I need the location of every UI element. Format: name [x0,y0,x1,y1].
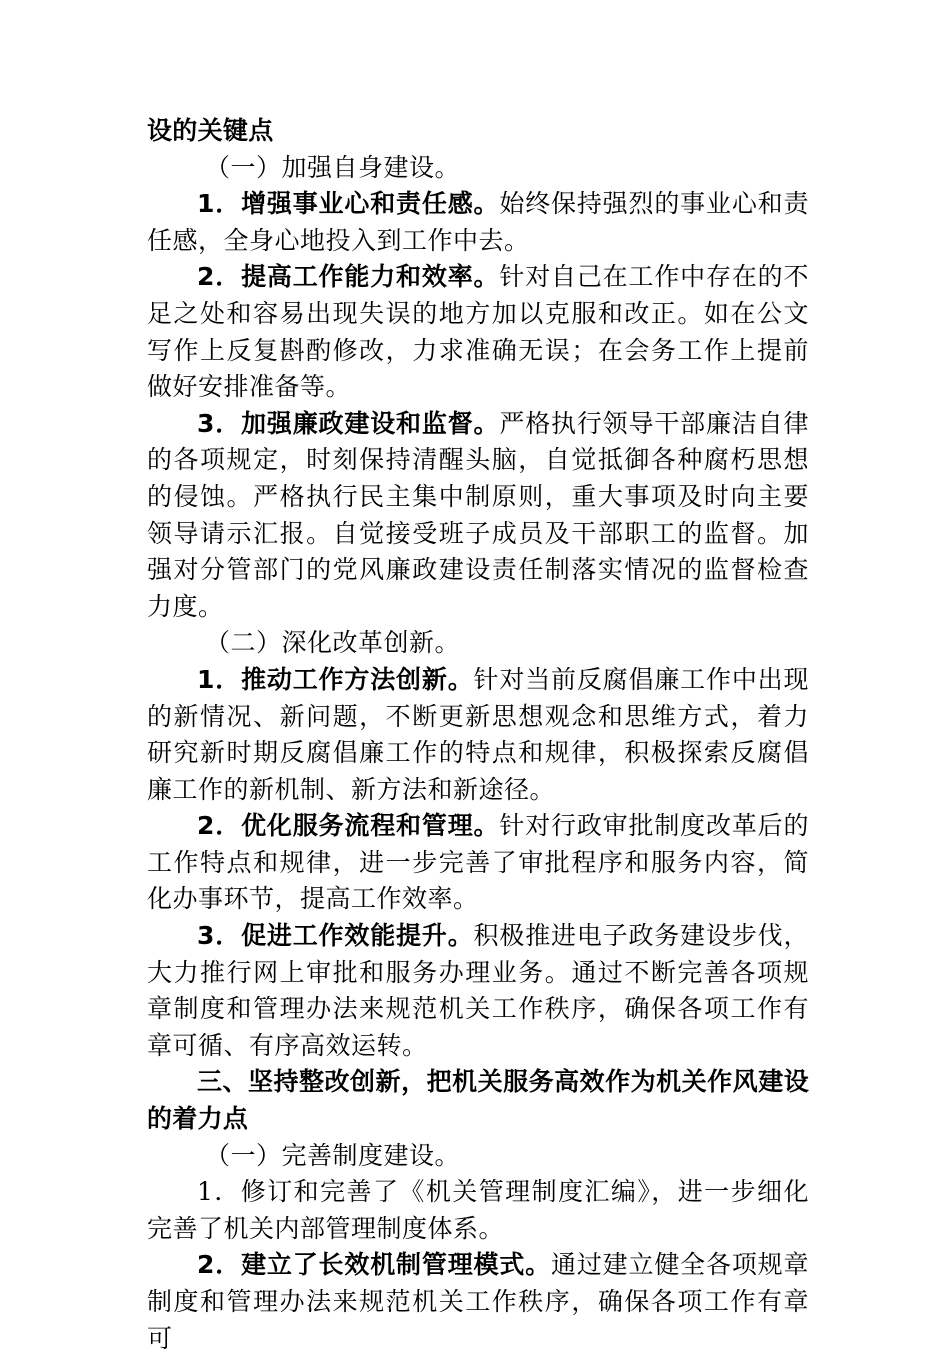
section-heading: 设的关键点 [147,116,274,145]
item-body: 针对行政审批制度改革后的工作特点和规律，进一步完善了审批程序和服务内容，简化办事环节，提高工作效率。 [147,811,809,914]
item-lead: 建立了长效机制管理模式。 [241,1250,552,1280]
item-lead: 促进工作效能提升。 [241,921,474,951]
section-heading: 三、坚持整改创新，把机关服务高效作为机关作风建设的着力点 [147,1067,809,1134]
list-item [147,259,809,405]
subsection-heading: （一）完善制度建设。 [205,1140,461,1170]
document-body [147,113,809,1357]
item-number: 2． [197,1250,242,1280]
item-lead: 加强廉政建设和监督。 [241,408,500,438]
item-number: 3． [197,408,242,438]
list-item [147,808,809,918]
item-body: 修订和完善了《机关管理制度汇编》，进一步细化完善了机关内部管理制度体系。 [147,1177,810,1243]
item-lead: 推动工作方法创新。 [241,664,474,694]
item-body: 针对当前反腐倡廉工作中出现的新情况、新问题，不断更新思想观念和思维方式，着力研究新时期反腐倡廉工作的特点和规律，积极探索反腐倡廉工作的新机制、新方法和新途径。 [147,664,809,804]
item-number: 2． [197,262,242,292]
item-body: 严格执行领导干部廉洁自律的各项规定，时刻保持清醒头脑，自觉抵御各种腐朽思想的侵蚀。严格执行民主集中制原则，重大事项及时向主要领导请示汇报。自觉接受班子成员及干部职工的监督。加强对分管部门的党风廉政建设责任制落实情况的监督检查力度。 [147,408,809,621]
list-item [147,918,809,1064]
item-number: 1． [197,189,242,219]
item-number: 1． [197,1177,241,1207]
item-body: 积极推进电子政务建设步伐，大力推行网上审批和服务办理业务。通过不断完善各项规章制度和管理办法来规范机关工作秩序，确保各项工作有章可循、有序高效运转。 [147,921,809,1060]
list-item [147,186,809,259]
item-lead: 优化服务流程和管理。 [241,811,500,841]
item-lead: 提高工作能力和效率。 [241,262,500,292]
list-item [147,406,809,626]
list-item [147,1174,809,1247]
item-lead: 增强事业心和责任感。 [241,189,500,219]
item-number: 1． [197,664,242,694]
item-body: 针对自己在工作中存在的不足之处和容易出现失误的地方加以克服和改正。如在公文写作上反复斟酌修改，力求准确无误；在会务工作上提前做好安排准备等。 [147,262,809,402]
item-body: 始终保持强烈的事业心和责任感，全身心地投入到工作中去。 [147,189,809,255]
list-item [147,1247,809,1357]
subsection-heading: （一）加强自身建设。 [205,152,461,182]
list-item [147,662,809,808]
item-number: 2． [197,811,242,841]
item-body: 通过建立健全各项规章制度和管理办法来规范机关工作秩序，确保各项工作有章可 [147,1250,809,1353]
item-number: 3． [197,921,242,951]
subsection-heading: （二）深化改革创新。 [205,628,461,658]
